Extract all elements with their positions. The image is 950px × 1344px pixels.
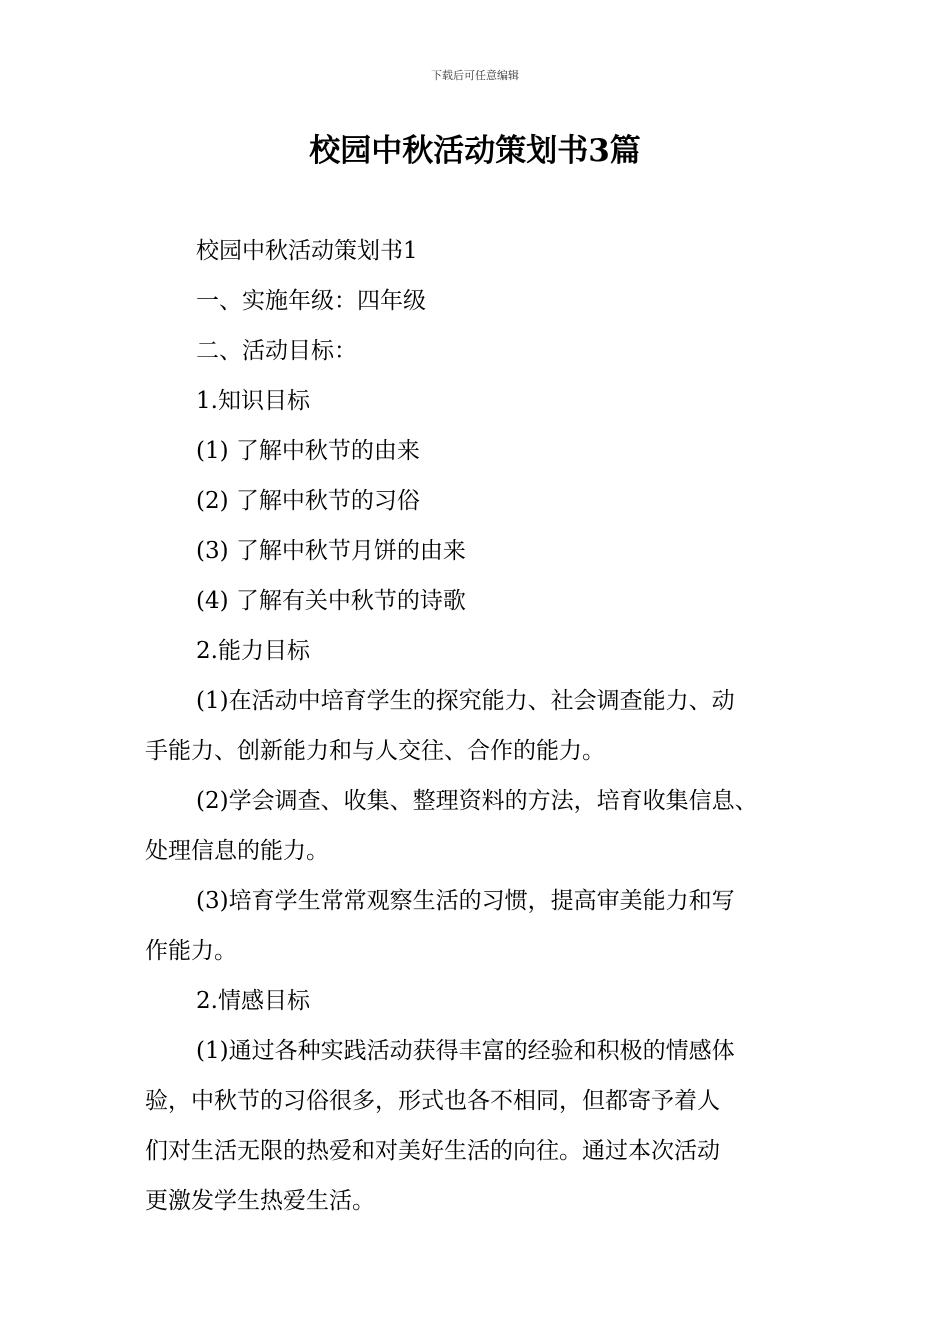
header-note: 下载后可任意编辑 bbox=[431, 69, 519, 82]
text-line: 手能力、创新能力和与人交往、合作的能力。 bbox=[145, 738, 605, 764]
text-line: 更激发学生热爱生活。 bbox=[145, 1188, 375, 1214]
text-line: (1)在活动中培育学生的探究能力、社会调查能力、动 bbox=[196, 688, 735, 714]
text-line: 作能力。 bbox=[145, 938, 237, 964]
text-line: 2.情感目标 bbox=[196, 988, 310, 1014]
text-line: 处理信息的能力。 bbox=[145, 838, 329, 864]
text-line: (3)培育学生常常观察生活的习惯，提高审美能力和写 bbox=[196, 888, 735, 914]
text-line: 一、实施年级：四年级 bbox=[196, 288, 426, 314]
text-line: (2)学会调查、收集、整理资料的方法，培育收集信息、 bbox=[196, 788, 758, 814]
text-line: 二、活动目标： bbox=[196, 338, 357, 364]
text-line: 校园中秋活动策划书1 bbox=[196, 238, 418, 264]
text-line: (4) 了解有关中秋节的诗歌 bbox=[196, 588, 466, 614]
document-body bbox=[145, 226, 810, 1226]
document-title: 校园中秋活动策划书3篇 bbox=[309, 133, 641, 169]
text-line: (1)通过各种实践活动获得丰富的经验和积极的情感体 bbox=[196, 1038, 735, 1064]
text-line: (1) 了解中秋节的由来 bbox=[196, 438, 420, 464]
text-line: 验，中秋节的习俗很多，形式也各不相同，但都寄予着人 bbox=[145, 1088, 720, 1114]
text-line: (3) 了解中秋节月饼的由来 bbox=[196, 538, 466, 564]
text-line: 们对生活无限的热爱和对美好生活的向往。通过本次活动 bbox=[145, 1138, 720, 1164]
text-line: 1.知识目标 bbox=[196, 388, 310, 414]
text-line: 2.能力目标 bbox=[196, 638, 310, 664]
text-line: (2) 了解中秋节的习俗 bbox=[196, 488, 420, 514]
